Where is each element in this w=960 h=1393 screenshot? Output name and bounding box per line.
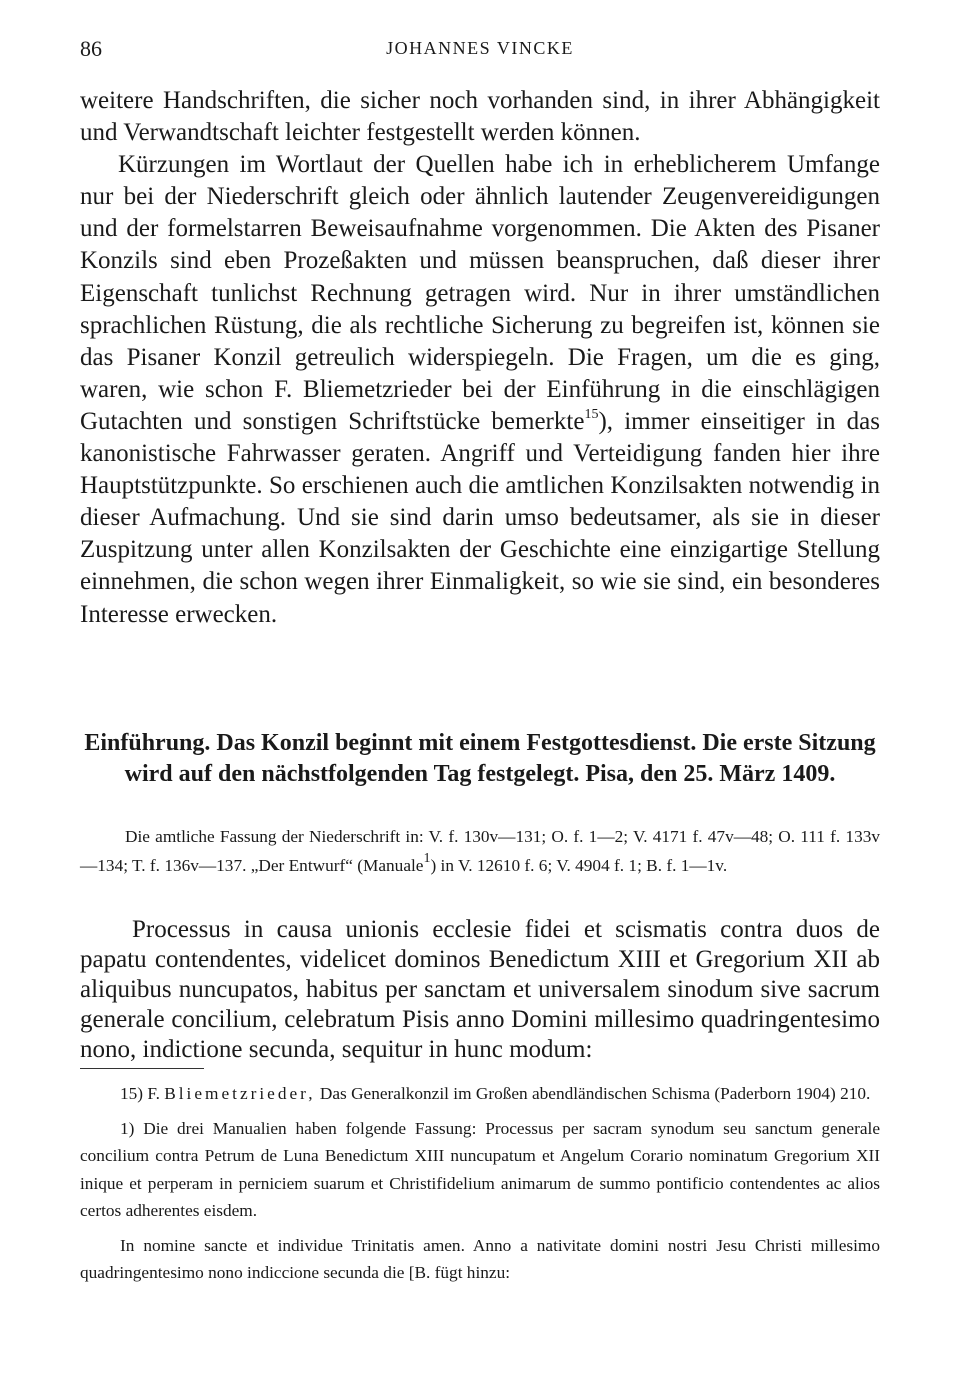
page-number: 86 (80, 36, 102, 61)
latin-text-block (80, 915, 880, 1065)
paragraph-2-part-b: ), immer einseitiger in das kanonistische Fahrwasser geraten. Angriff und Verteidigung fanden hier ihre Hauptstützpunkte. So erschienen auch die amtlichen Konzilsakten notwendig in dieser Aufmachung. Und sie sind darin umso bedeutsamer, als sie in dieser Zuspitzung unter allen Konzilsakten der Geschichte eine einzigartige Stellung einnehmen, die schon wegen ihrer Einmaligkeit, so wie sie sind, ein besonderes Interesse erwecken. (80, 407, 880, 628)
source-note-part-b: ) in V. 12610 f. 6; V. 4904 f. 1; B. f. 1—1v. (430, 856, 728, 875)
paragraph-2 (80, 149, 880, 630)
latin-text: Processus in causa unionis ecclesie fidei et scismatis contra duos de papatu contendentes, videlicet dominos Benedictum XIII et Gregorium XII ab aliquibus nuncupatos, habitus per sanctam et universalem sinodum sive sacrum generale concilium, celebratum Pisis anno Domini millesimo quadringentesimo nono, indictione secunda, sequitur in hunc modum: (80, 916, 880, 1064)
footnote-continuation: In nomine sancte et individue Trinitatis amen. Anno a nativitate domini nostri Jesu Christi millesimo quadringentesimo nono indiccione secunda die [B. fügt hinzu: (80, 1235, 880, 1282)
main-body-text (80, 85, 880, 631)
footnote-ref-15: 15 (584, 406, 599, 422)
page-header (80, 36, 880, 66)
section-heading: Einführung. Das Konzil beginnt mit einem Festgottesdienst. Die erste Sitzung wird auf den nächstfolgenden Tag festgelegt. Pisa, den 25. März 1409. (84, 730, 876, 787)
paragraph-1: weitere Handschriften, die sicher noch vorhanden sind, in ihrer Abhängigkeit und Verwandtschaft leichter festgestellt werden können. (80, 87, 880, 147)
footnote-15-author: Bliemetzrieder, (164, 1084, 316, 1103)
footnote-15-marker: 15) F. (120, 1084, 160, 1103)
footnotes (80, 1080, 880, 1294)
running-head: JOHANNES VINCKE (386, 38, 574, 58)
footnote-15-text: Das Generalkonzil im Großen abendländischen Schisma (Paderborn 1904) 210. (319, 1084, 871, 1103)
footnote-15 (80, 1080, 880, 1108)
source-note (80, 822, 880, 880)
paragraph-2-part-a: Kürzungen im Wortlaut der Quellen habe ich in erheblicherem Umfange nur bei der Niederschrift gleich oder ähnlich lautender Zeugenvereidigungen und der formelstarren Beweisaufnahme vorgenommen. Die Akten des Pisaner Konzils sind eben Prozeßakten und müssen beanspruchen, daß dieser ihrer Eigenschaft tunlichst Rechnung getragen wird. Nur in ihrer umständlichen sprachlichen Rüstung, die als rechtliche Sicherung zu begreifen ist, können sie das Pisaner Konzil getreulich widerspiegeln. Die Fragen, um die es ging, waren, wie schon F. Bliemetzrieder bei der Einführung in die einschlägigen Gutachten und sonstigen Schriftstücke bemerkte (80, 151, 880, 435)
footnote-1: 1) Die drei Manualien haben folgende Fassung: Processus per sacram synodum seu sanctum generale concilium contra Petrum de Luna Benedictum XIII nuncupatum et Angelum Corario nominatum Gregorium XII inique et perperam in perniciem suarum et Christifidelium animarum de summo pontificio contendentes ac alios certos adherentes eisdem. (80, 1118, 880, 1220)
footnote-ref-1: 1 (423, 851, 431, 867)
footnote-divider (80, 1068, 204, 1069)
source-note-part-a: Die amtliche Fassung der Niederschrift in: V. f. 130v—131; O. f. 1—2; V. 4171 f. 47v—48; O. 111 f. 133v—134; T. f. 136v—137. „Der Entwurf“ (Manuale (80, 827, 880, 875)
